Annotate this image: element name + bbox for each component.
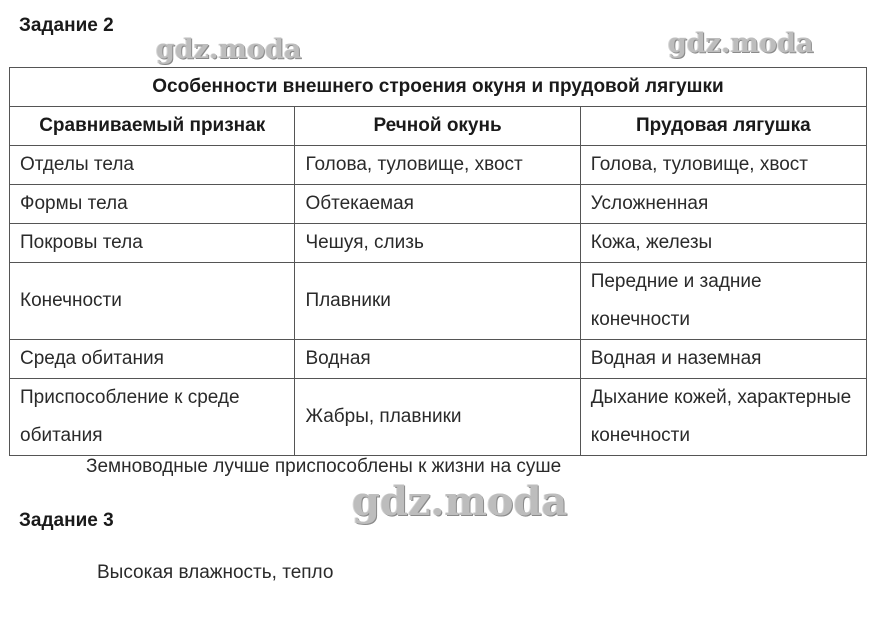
table-cell: Отделы тела — [10, 146, 295, 185]
task3-title: Задание 3 — [19, 510, 114, 531]
watermark: gdz.moda — [668, 28, 814, 59]
table-row — [10, 185, 867, 224]
table-cell: Приспособление к среде обитания — [10, 379, 295, 456]
table-row — [10, 263, 867, 340]
table-cell: Передние и задние конечности — [580, 263, 866, 340]
table-cell: Плавники — [295, 263, 580, 340]
watermark: gdz.moda — [156, 34, 302, 65]
table-cell: Голова, туловище, хвост — [295, 146, 580, 185]
table-cell: Водная и наземная — [580, 340, 866, 379]
column-header-frog: Прудовая лягушка — [580, 107, 866, 146]
table-cell: Обтекаемая — [295, 185, 580, 224]
table-cell: Чешуя, слизь — [295, 224, 580, 263]
table-cell: Голова, туловище, хвост — [580, 146, 866, 185]
table-row — [10, 224, 867, 263]
task2-title: Задание 2 — [19, 15, 114, 36]
table-cell: Усложненная — [580, 185, 866, 224]
table-cell: Формы тела — [10, 185, 295, 224]
table-cell: Дыхание кожей, характерные конечности — [580, 379, 866, 456]
watermark: gdz.moda — [352, 478, 568, 525]
comparison-table — [9, 67, 867, 456]
table-row — [10, 146, 867, 185]
table-caption: Особенности внешнего строения окуня и прудовой лягушки — [10, 68, 867, 107]
column-header-feature: Сравниваемый признак — [10, 107, 295, 146]
task3-answer: Высокая влажность, тепло — [97, 562, 334, 583]
table-cell: Водная — [295, 340, 580, 379]
table-cell: Покровы тела — [10, 224, 295, 263]
table-cell: Жабры, плавники — [295, 379, 580, 456]
table-cell: Среда обитания — [10, 340, 295, 379]
table-row — [10, 379, 867, 456]
table-row — [10, 340, 867, 379]
column-header-perch: Речной окунь — [295, 107, 580, 146]
table-cell: Конечности — [10, 263, 295, 340]
table-cell: Кожа, железы — [580, 224, 866, 263]
task2-conclusion: Земноводные лучше приспособлены к жизни на суше — [86, 456, 562, 477]
